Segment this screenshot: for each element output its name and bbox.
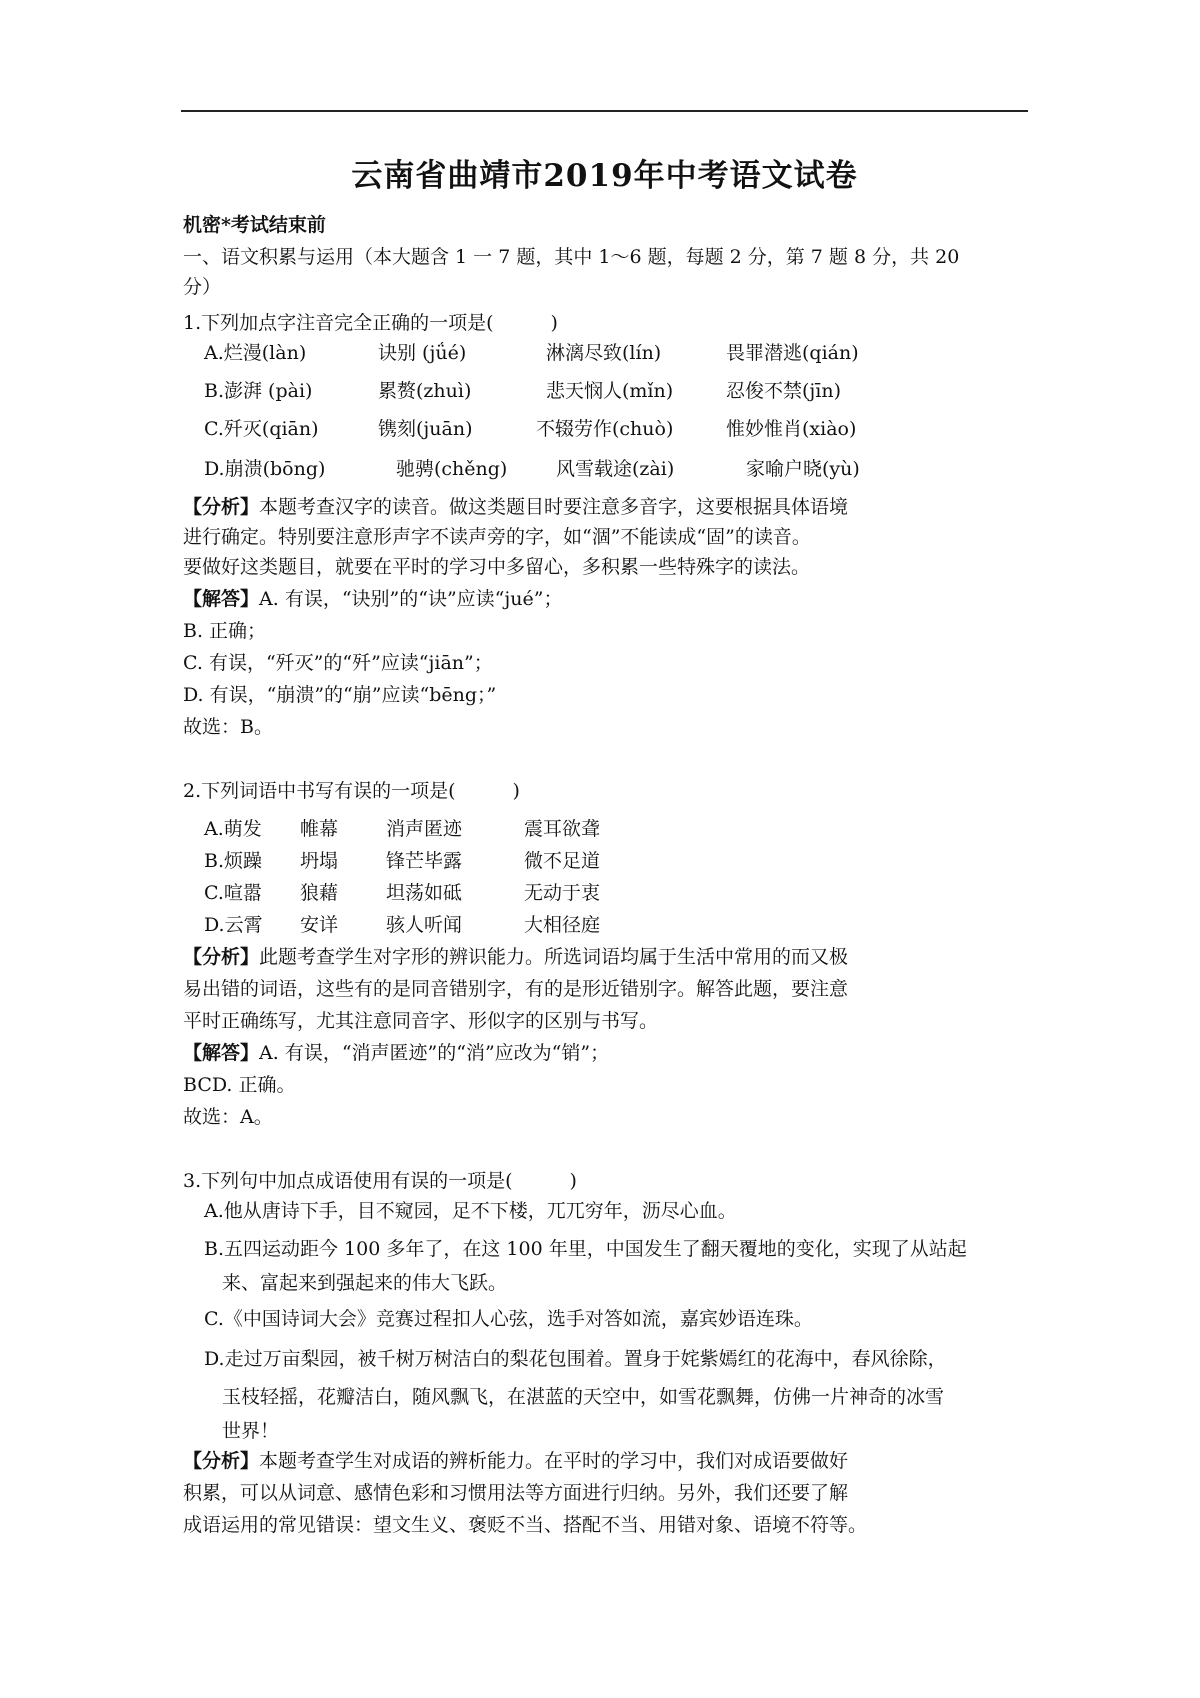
q2-option-d-1: D.云霄 (204, 914, 263, 936)
analysis-text: 本题考查学生对成语的辨析能力。在平时的学习中，我们对成语要做好 (259, 1450, 849, 1472)
q2-option-b-2: 坍塌 (300, 850, 339, 872)
q2-option-d-4: 大相径庭 (524, 914, 601, 936)
q3-option-d: D.走过万亩梨园，被千树万树洁白的梨花包围着。置身于姹紫嫣红的花海中，春风徐除， (204, 1348, 947, 1370)
q1-option-b-4: 忍俊不禁(jīn) (726, 380, 842, 402)
q2-option-d-2: 安详 (300, 914, 339, 936)
q1-analysis-line-3: 要做好这类题目，就要在平时的学习中多留心，多积累一些特殊字的读法。 (183, 556, 811, 578)
q1-option-a-4: 畏罪潜逃(qián) (726, 342, 859, 364)
q2-option-a-1: A.萌发 (204, 818, 262, 840)
q3-stem: 3.下列句中加点成语使用有误的一项是( ) (183, 1170, 577, 1192)
q3-option-a: A.他从唐诗下手，目不窥园，足不下楼，兀兀穷年，沥尽心血。 (204, 1200, 737, 1222)
q1-option-c-4: 惟妙惟肖(xiào) (726, 418, 857, 440)
q3-option-b: B.五四运动距今 100 多年了，在这 100 年里，中国发生了翻天覆地的变化，实现了从站起 (204, 1238, 967, 1260)
q2-answer-line-1 (183, 1040, 609, 1066)
q2-option-c-1: C.喧嚣 (204, 882, 262, 904)
q1-option-a-2: 诀别 (jǘé) (378, 342, 467, 364)
q1-option-b-3: 悲天悯人(mǐn) (546, 380, 674, 402)
q1-answer-line-3: C. 有误，“歼灭”的“歼”应读“jiān”； (183, 652, 493, 674)
q1-option-d-3: 风雪载途(zài) (556, 458, 675, 480)
q2-analysis-line-1 (183, 944, 848, 970)
q2-answer-line-3: 故选：A。 (183, 1106, 273, 1128)
analysis-tag: 【分析】 (183, 1450, 260, 1472)
analysis-text: 此题考查学生对字形的辨识能力。所选词语均属于生活中常用的而又极 (259, 946, 849, 968)
q2-option-b-4: 微不足道 (524, 850, 601, 872)
q1-option-d-2: 驰骋(chěng) (396, 458, 508, 480)
q1-option-a-1: A.烂漫(làn) (204, 342, 307, 364)
q1-analysis-line-1 (183, 494, 848, 520)
q2-option-c-4: 无动于衷 (524, 882, 601, 904)
confidential-label: 机密*考试结束前 (183, 214, 326, 236)
q1-option-d-1: D.崩溃(bōng) (204, 458, 326, 480)
q2-option-d-3: 骇人听闻 (386, 914, 463, 936)
q2-analysis-line-2: 易出错的词语，这些有的是同音错别字，有的是形近错别字。解答此题，要注意 (183, 978, 849, 1000)
q3-option-b-cont: 来、富起来到强起来的伟大飞跃。 (222, 1272, 508, 1294)
q1-option-b-1: B.澎湃 (pài) (204, 380, 313, 402)
q2-option-c-2: 狼藉 (300, 882, 339, 904)
answer-tag: 【解答】 (183, 588, 260, 610)
q2-option-a-2: 帷幕 (300, 818, 339, 840)
q2-analysis-line-3: 平时正确练写，尤其注意同音字、形似字的区别与书写。 (183, 1010, 659, 1032)
analysis-tag: 【分析】 (183, 496, 260, 518)
q1-option-a-3: 淋漓尽致(lín) (546, 342, 662, 364)
answer-text: A. 有误，“诀别”的“诀”应读“jué”； (259, 588, 563, 610)
answer-tag: 【解答】 (183, 1042, 260, 1064)
answer-text: A. 有误，“消声匿迹”的“消”应改为“销”； (259, 1042, 610, 1064)
q2-stem: 2.下列词语中书写有误的一项是( ) (183, 780, 520, 802)
q1-analysis-line-2: 进行确定。特别要注意形声字不读声旁的字，如“涸”不能读成“固”的读音。 (183, 526, 811, 548)
page-title: 云南省曲靖市2019年中考语文试卷 (351, 158, 858, 194)
q3-option-c: C.《中国诗词大会》竞赛过程扣人心弦，选手对答如流，嘉宾妙语连珠。 (204, 1308, 813, 1330)
q1-answer-line-1 (183, 586, 562, 612)
header-rule (181, 110, 1028, 112)
section-heading-cont: 分） (183, 276, 222, 298)
q1-option-c-1: C.歼灭(qiān) (204, 418, 319, 440)
q3-analysis-line-3: 成语运用的常见错误：望文生义、褒贬不当、搭配不当、用错对象、语境不符等。 (183, 1514, 868, 1536)
q3-analysis-line-2: 积累，可以从词意、感情色彩和习惯用法等方面进行归纳。另外，我们还要了解 (183, 1482, 849, 1504)
q2-option-b-1: B.烦躁 (204, 850, 263, 872)
q3-analysis-line-1 (183, 1448, 848, 1474)
q2-option-a-3: 消声匿迹 (386, 818, 463, 840)
analysis-text: 本题考查汉字的读音。做这类题目时要注意多音字，这要根据具体语境 (259, 496, 849, 518)
q1-option-b-2: 累赘(zhuì) (378, 380, 472, 402)
q2-option-b-3: 锋芒毕露 (386, 850, 463, 872)
q1-answer-line-5: 故选：B。 (183, 716, 273, 738)
q2-option-c-3: 坦荡如砥 (386, 882, 463, 904)
q1-option-d-4: 家喻户晓(yù) (746, 458, 860, 480)
q1-option-c-2: 镌刻(juān) (378, 418, 473, 440)
q2-option-a-4: 震耳欲聋 (524, 818, 601, 840)
q1-answer-line-4: D. 有误，“崩溃”的“崩”应读“bēng；” (183, 684, 497, 706)
q1-stem: 1.下列加点字注音完全正确的一项是( ) (183, 312, 558, 334)
q1-answer-line-2: B. 正确； (183, 620, 267, 642)
q3-option-d-cont-2: 世界！ (222, 1420, 280, 1442)
q3-option-d-cont-1: 玉枝轻摇，花瓣洁白，随风飘飞，在湛蓝的天空中，如雪花飘舞，仿佛一片神奇的冰雪 (222, 1386, 945, 1408)
q1-option-c-3: 不辍劳作(chuò) (536, 418, 674, 440)
section-heading: 一、语文积累与运用（本大题含 1 一 7 题，其中 1～6 题，每题 2 分，第 7 题 8 分，共 20 (183, 246, 960, 268)
q2-answer-line-2: BCD. 正确。 (183, 1074, 296, 1096)
analysis-tag: 【分析】 (183, 946, 260, 968)
